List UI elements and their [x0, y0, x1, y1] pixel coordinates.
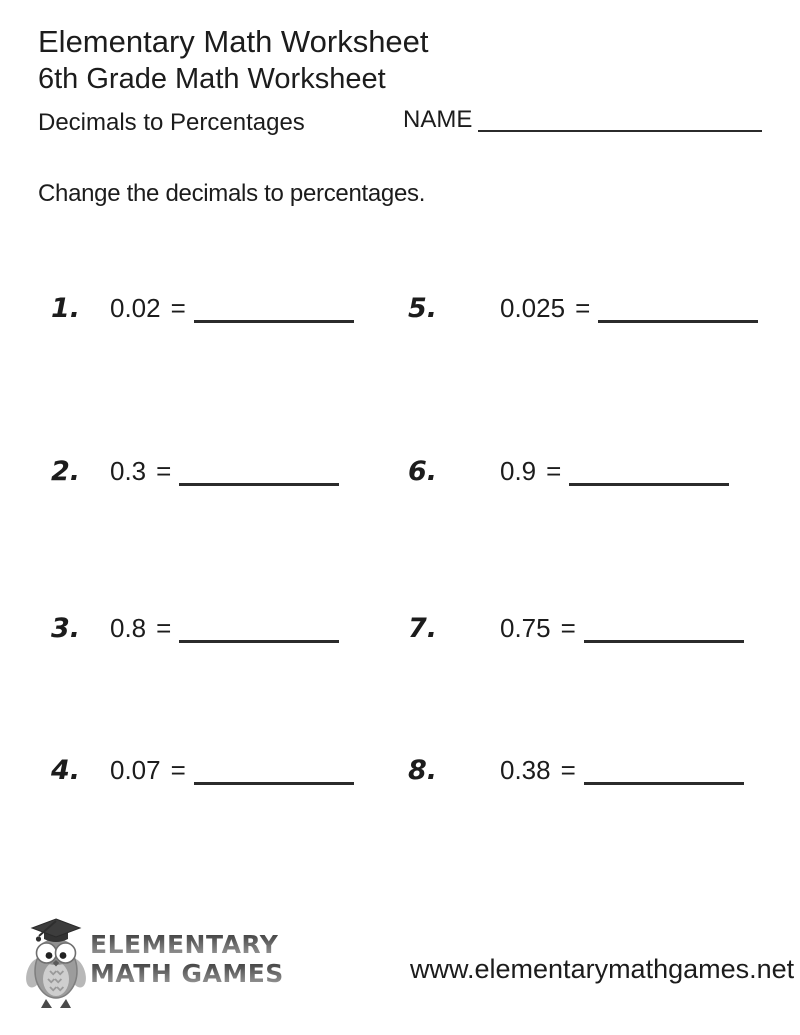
answer-blank-line: [598, 320, 758, 323]
equals-sign: =: [546, 456, 562, 486]
problem-1: [40, 293, 354, 324]
problem-3: [40, 613, 339, 644]
problem-number: 2.: [50, 456, 80, 487]
problem-number: 5.: [407, 293, 437, 324]
equals-sign: =: [575, 293, 591, 323]
equals-sign: =: [560, 755, 576, 785]
answer-blank-line: [194, 782, 354, 785]
page-subtitle: 6th Grade Math Worksheet: [38, 63, 386, 95]
problem-8: [400, 755, 744, 786]
problem-decimal: 0.75: [500, 613, 551, 643]
problem-decimal: 0.9: [500, 456, 537, 486]
problem-5: [400, 293, 758, 324]
page-title: Elementary Math Worksheet: [38, 24, 429, 59]
problem-number: 1.: [50, 293, 80, 324]
problem-6: [400, 456, 729, 487]
name-blank-line: [478, 130, 762, 132]
problem-row: [0, 755, 800, 801]
problem-decimal: 0.025: [500, 293, 566, 323]
problem-number: 7.: [407, 613, 437, 644]
problem-row: [0, 613, 800, 659]
owl-graduation-cap-icon: [26, 914, 86, 1012]
problem-decimal: 0.07: [110, 755, 161, 785]
problem-row: [0, 293, 800, 339]
problem-row: [0, 456, 800, 502]
answer-blank-line: [584, 640, 744, 643]
elementary-math-games-logo: [26, 914, 284, 1012]
equals-sign: =: [170, 293, 186, 323]
equals-sign: =: [170, 755, 186, 785]
problem-number: 4.: [50, 755, 80, 786]
problem-2: [40, 456, 339, 487]
problem-number: 8.: [407, 755, 437, 786]
logo-text: [90, 932, 284, 986]
problem-decimal: 0.8: [110, 613, 147, 643]
instructions-text: Change the decimals to percentages.: [38, 180, 426, 207]
problem-number: 6.: [407, 456, 437, 487]
equals-sign: =: [560, 613, 576, 643]
equals-sign: =: [156, 456, 172, 486]
name-label: NAME: [403, 106, 473, 133]
answer-blank-line: [584, 782, 744, 785]
worksheet-topic: Decimals to Percentages: [38, 109, 305, 136]
problem-number: 3.: [50, 613, 80, 644]
problem-decimal: 0.3: [110, 456, 147, 486]
problem-decimal: 0.02: [110, 293, 161, 323]
name-row: [403, 106, 762, 134]
problem-7: [400, 613, 744, 644]
equals-sign: =: [156, 613, 172, 643]
logo-line-2: MATH GAMES: [90, 959, 284, 988]
website-url: www.elementarymathgames.net: [410, 954, 795, 984]
answer-blank-line: [179, 483, 339, 486]
logo-line-1: ELEMENTARY: [90, 932, 284, 957]
problem-decimal: 0.38: [500, 755, 551, 785]
answer-blank-line: [569, 483, 729, 486]
answer-blank-line: [179, 640, 339, 643]
problem-4: [40, 755, 354, 786]
answer-blank-line: [194, 320, 354, 323]
